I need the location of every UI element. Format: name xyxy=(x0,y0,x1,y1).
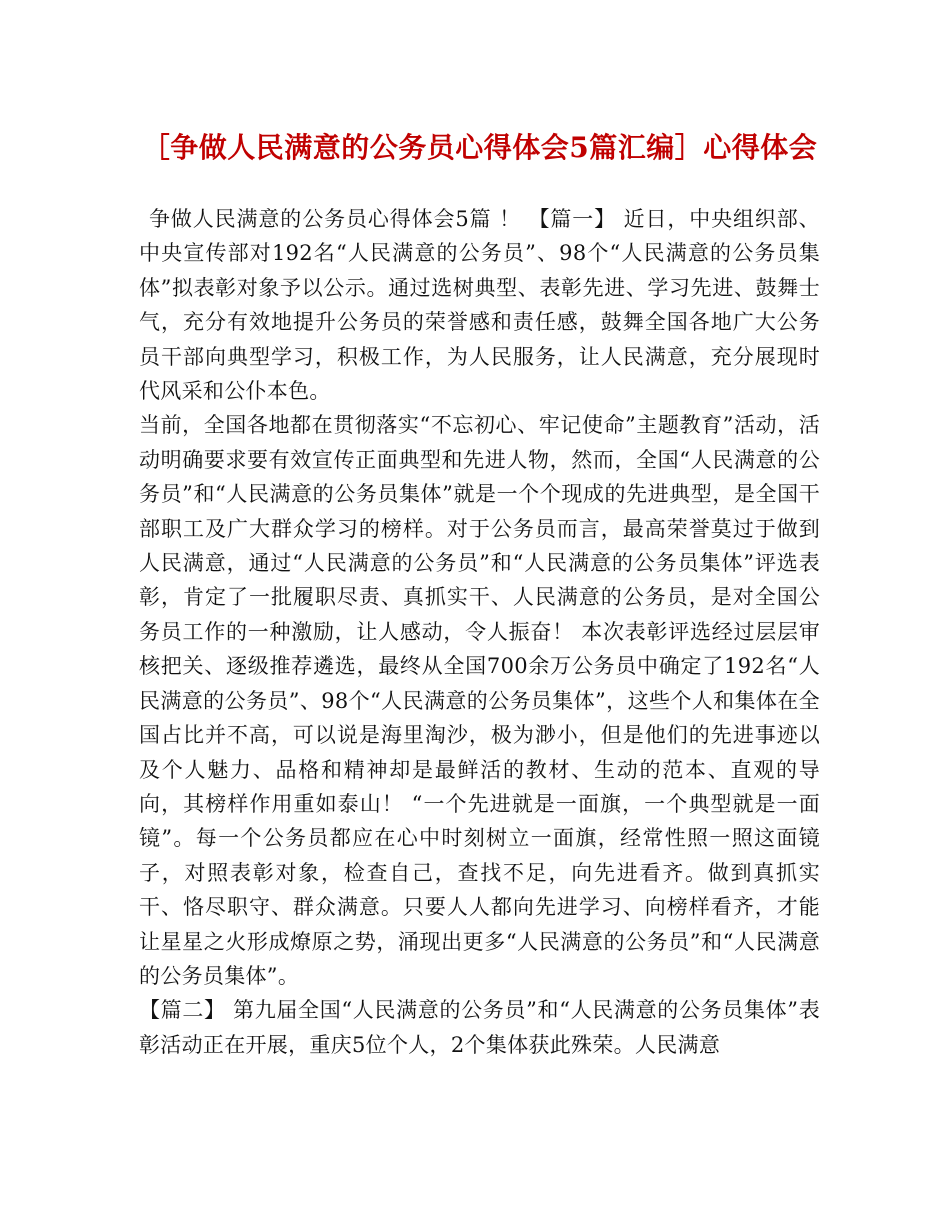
body-paragraph-1: 争做人民满意的公务员心得体会5篇 ！ 【篇一】 近日，中央组织部、中央宣传部对192名“人民满意的公务员”、98个“人民满意的公务员集体”拟表彰对象予以公示。通过选树典型、表彰先进、学习先进、鼓舞士气，充分有效地提升公务员的荣誉感和责任感，鼓舞全国各地广大公务员干部向典型学习，积极工作，为人民服务，让人民满意，充分展现时代风采和公仆本色。 xyxy=(139,207,820,404)
body-paragraph-2: 当前，全国各地都在贯彻落实“不忘初心、牢记使命”主题教育”活动，活动明确要求要有效宣传正面典型和先进人物，然而，全国“人民满意的公务员”和“人民满意的公务员集体”就是一个个现成的先进典型，是全国干部职工及广大群众学习的榜样。对于公务员而言，最高荣誉莫过于做到人民满意，通过“人民满意的公务员”和“人民满意的公务员集体”评选表彰，肯定了一批履职尽责、真抓实干、人民满意的公务员，是对全国公务员工作的一种激励，让人感动，令人振奋！ 本次表彰评选经过层层审核把关、逐级推荐遴选，最终从全国700余万公务员中确定了192名“人民满意的公务员”、98个“人民满意的公务员集体”，这些个人和集体在全国占比并不高，可以说是海里淘沙，极为渺小，但是他们的先进事迹以及个人魅力、品格和精神却是最鲜活的教材、生动的范本、直观的导向，其榜样作用重如泰山！ “一个先进就是一面旗，一个典型就是一面镜”。每一个公务员都应在心中时刻树立一面旗，经常性照一照这面镜子，对照表彰对象，检查自己，查找不足，向先进看齐。做到真抓实干、恪尽职守、群众满意。只要人人都向先进学习、向榜样看齐，才能让星星之火形成燎原之势，涌现出更多“人民满意的公务员”和“人民满意的公务员集体”。 xyxy=(139,413,820,988)
body-paragraph-3: 【篇二】 第九届全国“人民满意的公务员”和“人民满意的公务员集体”表彰活动正在开展，重庆5位个人，2个集体获此殊荣。人民满意 xyxy=(139,998,820,1057)
document-title: ［争做人民满意的公务员心得体会5篇汇编］心得体会 xyxy=(141,131,818,164)
